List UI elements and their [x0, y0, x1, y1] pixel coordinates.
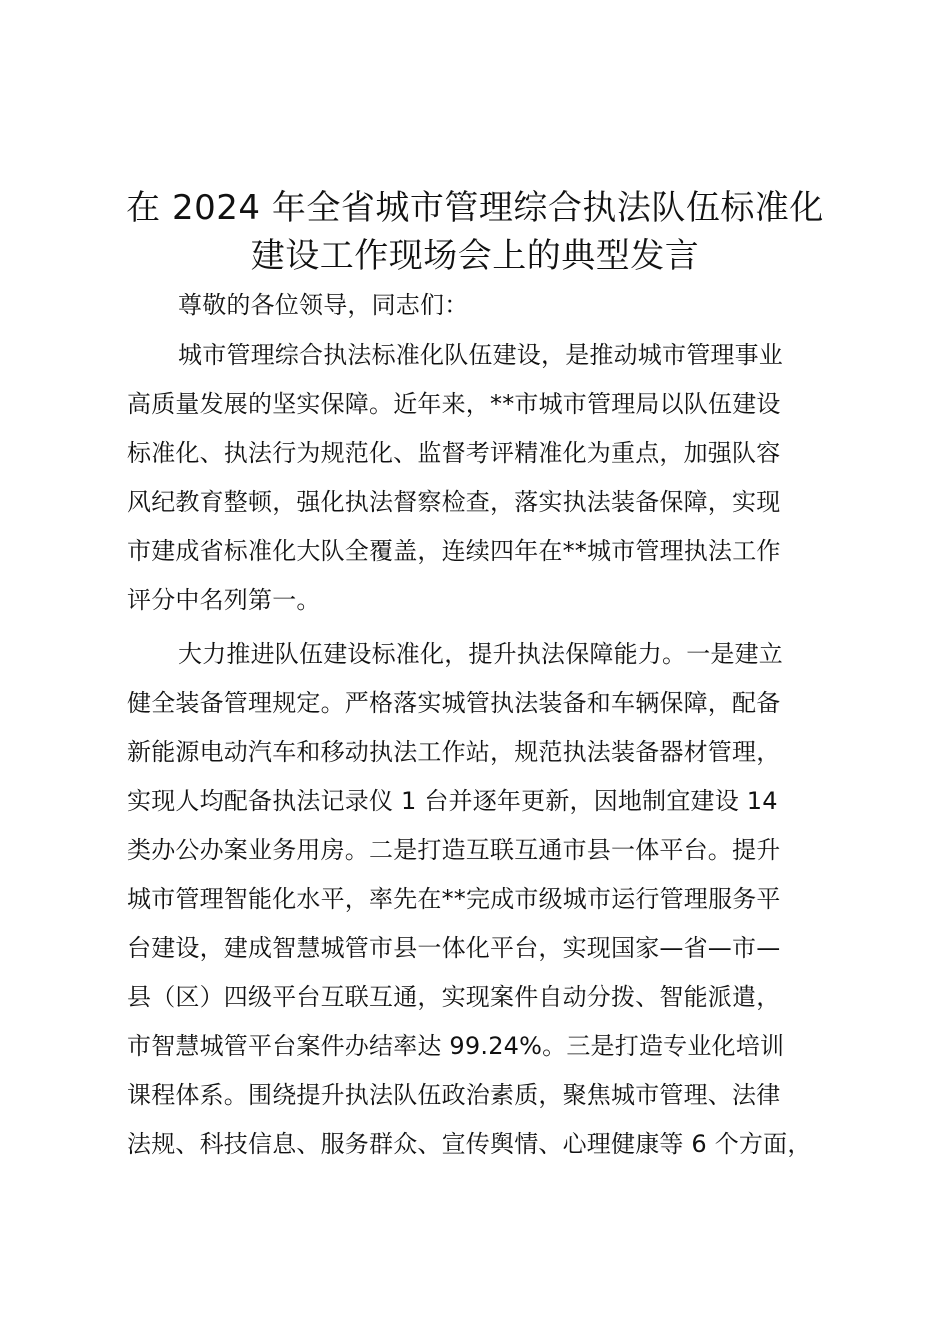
paragraph-2-line-10: 课程体系。围绕提升执法队伍政治素质，聚焦城市管理、法律 — [127, 1081, 781, 1109]
document-title-line-2: 建设工作现场会上的典型发言 — [250, 236, 700, 276]
paragraph-2-line-5: 类办公办案业务用房。二是打造互联互通市县一体平台。提升 — [127, 836, 781, 864]
salutation: 尊敬的各位领导，同志们： — [178, 291, 469, 319]
paragraph-2-line-4: 实现人均配备执法记录仪 1 台并逐年更新，因地制宜建设 14 — [127, 787, 778, 815]
paragraph-2-line-3: 新能源电动汽车和移动执法工作站，规范执法装备器材管理， — [127, 738, 781, 766]
paragraph-1-line-3: 标准化、执法行为规范化、监督考评精准化为重点，加强队容 — [127, 439, 781, 467]
paragraph-2-line-9: 市智慧城管平台案件办结率达 99.24%。三是打造专业化培训 — [127, 1032, 785, 1060]
paragraph-1-line-6: 评分中名列第一。 — [127, 586, 321, 614]
paragraph-2-line-11: 法规、科技信息、服务群众、宣传舆情、心理健康等 6 个方面， — [127, 1130, 812, 1158]
paragraph-2-line-8: 县（区）四级平台互联互通，实现案件自动分拨、智能派遣， — [127, 983, 781, 1011]
paragraph-1-line-2: 高质量发展的坚实保障。近年来，**市城市管理局以队伍建设 — [127, 390, 781, 418]
paragraph-2-line-7: 台建设，建成智慧城管市县一体化平台，实现国家—省—市— — [127, 934, 781, 962]
paragraph-2-line-2: 健全装备管理规定。严格落实城管执法装备和车辆保障，配备 — [127, 689, 781, 717]
paragraph-1-line-4: 风纪教育整顿，强化执法督察检查，落实执法装备保障，实现 — [127, 488, 781, 516]
document-title-line-1: 在 2024 年全省城市管理综合执法队伍标准化 — [126, 188, 824, 228]
paragraph-1-line-1: 城市管理综合执法标准化队伍建设，是推动城市管理事业 — [178, 341, 783, 369]
paragraph-1-line-5: 市建成省标准化大队全覆盖，连续四年在**城市管理执法工作 — [127, 537, 781, 565]
paragraph-2-line-6: 城市管理智能化水平，率先在**完成市级城市运行管理服务平 — [127, 885, 781, 913]
paragraph-2-line-1: 大力推进队伍建设标准化，提升执法保障能力。一是建立 — [178, 640, 783, 668]
